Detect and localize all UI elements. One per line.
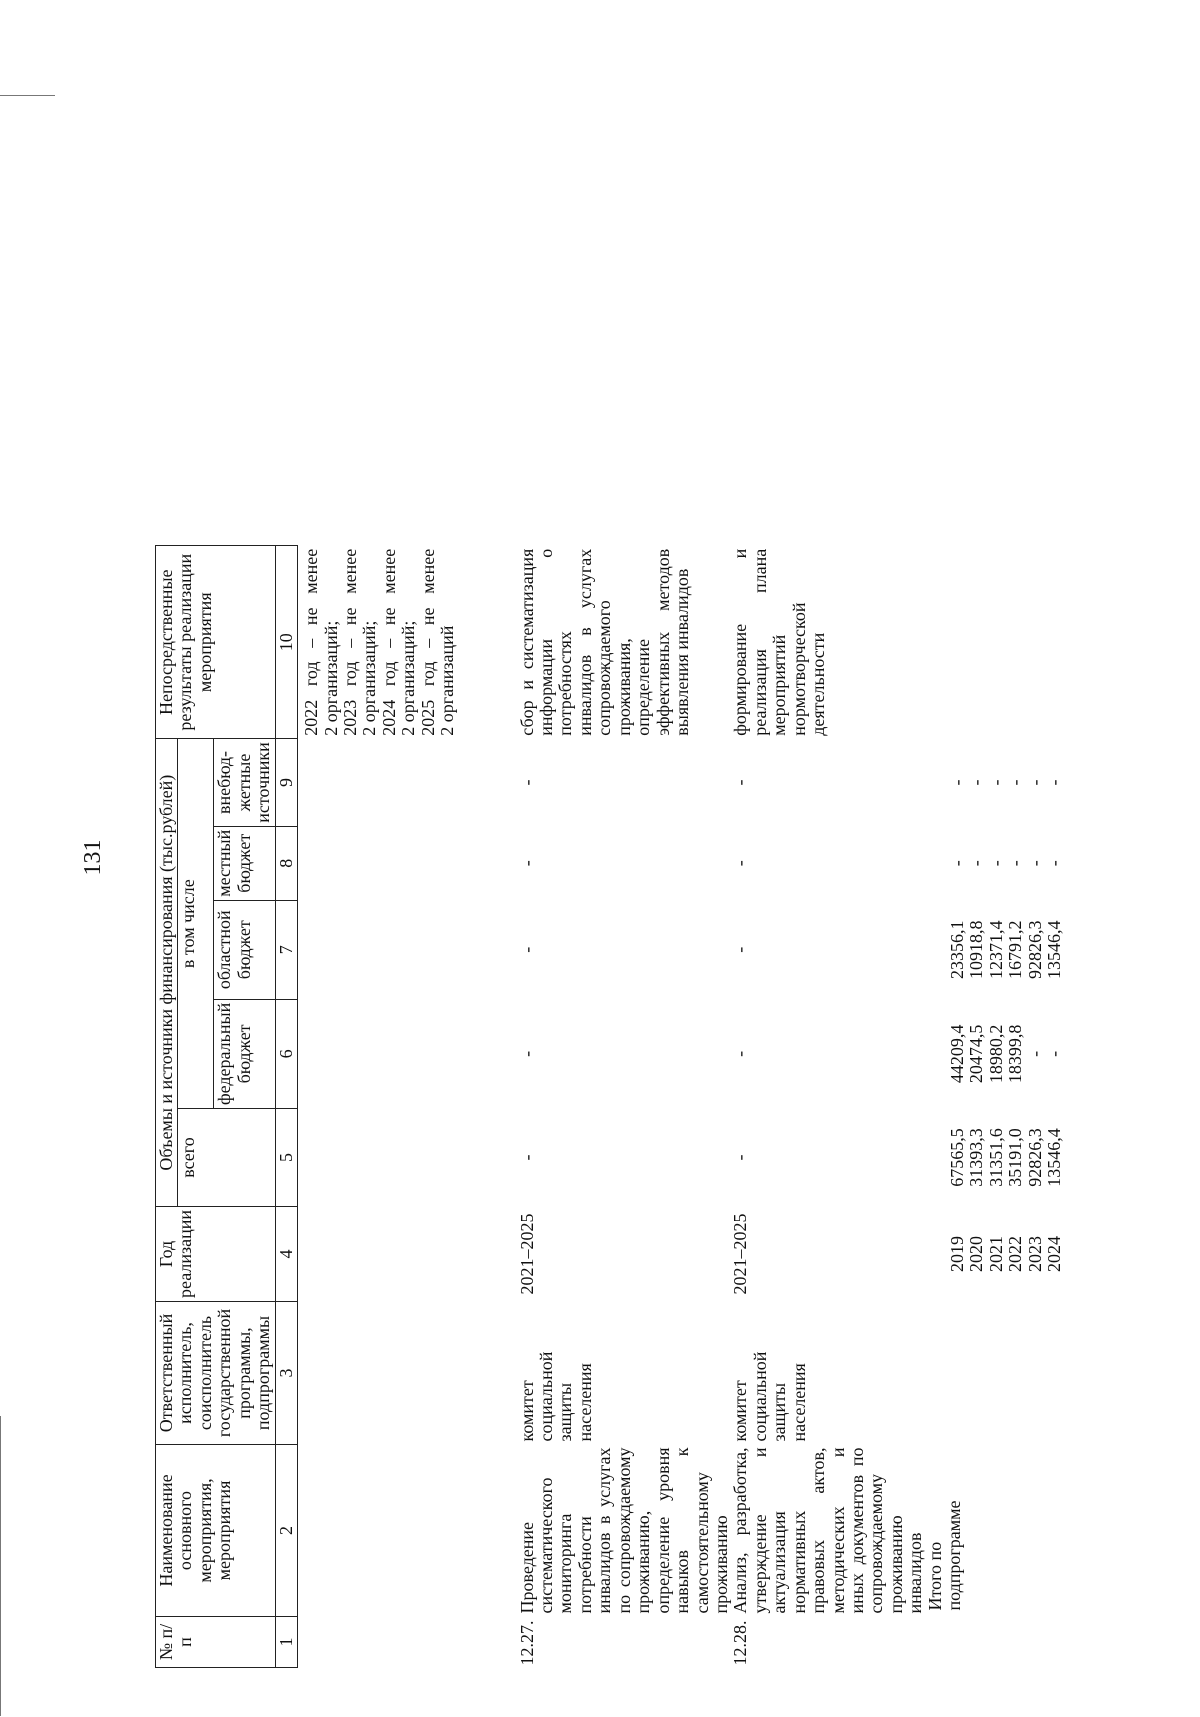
- column-number: 3: [275, 1302, 297, 1445]
- header-regional: областной бюджет: [214, 900, 275, 999]
- header-extrabudget: внебюд-жетные источники: [214, 739, 275, 826]
- header-executor: Ответственный исполнитель, соисполнитель государственной программы, подпрограммы: [156, 1302, 276, 1445]
- scan-edge-line: [0, 1416, 1, 1716]
- row-result: формирование и реализация плана мероприятий нормотворческой деятельности: [730, 548, 829, 736]
- totals-total: 67565,5 31393,3 31351,6 35191,0 92826,3 13546,4: [946, 1128, 1064, 1187]
- header-local: местный бюджет: [214, 826, 275, 900]
- program-table: [155, 545, 1064, 1668]
- column-number: 1: [275, 1617, 297, 1668]
- results-line: 2 организаций;: [359, 620, 380, 736]
- totals-extrabudget: - - - - - -: [946, 779, 1064, 786]
- scan-edge-line: [0, 95, 55, 96]
- row-extrabudget: -: [516, 779, 537, 786]
- row-local: -: [730, 860, 751, 867]
- header-including: в том числе: [178, 739, 214, 1109]
- row-total: -: [516, 1154, 537, 1161]
- column-number: 9: [275, 739, 297, 826]
- totals-row: [926, 546, 1065, 1668]
- results-continuation: [298, 546, 518, 739]
- table-row: [731, 546, 925, 1668]
- results-line: 2025 год – не менее: [417, 548, 438, 736]
- totals-local: - - - - - -: [946, 860, 1064, 867]
- header-results: Непосредственные результаты реализации мероприятия: [156, 546, 276, 739]
- totals-regional: 23356,1 10918,8 12371,4 16791,2 92826,3 13546,4: [946, 920, 1064, 980]
- row-regional: -: [516, 946, 537, 953]
- totals-years: 2019 2020 2021 2022 2023 2024: [946, 1236, 1064, 1273]
- header-financing: Объемы и источники финансирования (тыс.рублей): [156, 739, 178, 1207]
- column-number: 4: [275, 1207, 297, 1302]
- row-number: 12.27.: [516, 1620, 537, 1666]
- row-name: Проведение систематического мониторинга потребности инвалидов в услугах по сопровождаемому проживанию, определение уровня навыков к самостоятельному проживанию: [516, 1447, 731, 1614]
- row-years: 2021–2025: [730, 1213, 751, 1295]
- column-number: 7: [275, 900, 297, 999]
- results-line: 2 организаций;: [320, 620, 341, 736]
- row-federal: -: [730, 1050, 751, 1057]
- row-local: -: [516, 860, 537, 867]
- row-executor: комитет социальной защиты населения: [516, 1351, 595, 1442]
- header-name: Наименование основного мероприятия, мероприятия: [156, 1445, 276, 1617]
- results-line: 2 организаций;: [398, 620, 419, 736]
- results-line: 2024 год – не менее: [378, 548, 399, 736]
- row-result: сбор и систематизация информации о потребностях инвалидов в услугах сопровождаемого проживания, определение эффективных методов выявления инвалидов: [516, 548, 693, 736]
- page-number: 131: [80, 839, 106, 876]
- header-federal: федеральный бюджет: [214, 999, 275, 1108]
- column-number: 2: [275, 1445, 297, 1617]
- table-row: [518, 546, 732, 1668]
- row-number: 12.28.: [730, 1620, 751, 1666]
- row-regional: -: [730, 946, 751, 953]
- row-years: 2021–2025: [516, 1213, 537, 1295]
- totals-label: Итого по подпрограмме: [924, 1500, 965, 1611]
- results-line: 2 организаций: [437, 625, 458, 736]
- header-year: Год реализации: [156, 1207, 276, 1302]
- header-num: № п/п: [156, 1617, 276, 1668]
- row-executor: комитет социальной защиты населения: [730, 1351, 809, 1442]
- totals-federal: 44209,4 20474,5 18980,2 18399,8 - -: [946, 1024, 1064, 1084]
- column-number: 6: [275, 999, 297, 1108]
- row-total: -: [730, 1154, 751, 1161]
- column-number: 5: [275, 1109, 297, 1207]
- results-line: 2023 год – не менее: [339, 548, 360, 736]
- column-number: 8: [275, 826, 297, 900]
- column-number: 10: [275, 546, 297, 739]
- header-total: всего: [178, 1109, 275, 1207]
- results-line: 2022 год – не менее: [301, 548, 322, 736]
- row-federal: -: [516, 1050, 537, 1057]
- row-name: Анализ, разработка, утверждение и актуализация нормативных правовых актов, методических и иных документов по сопровождаемому проживанию инвалидов: [730, 1447, 926, 1614]
- row-extrabudget: -: [730, 779, 751, 786]
